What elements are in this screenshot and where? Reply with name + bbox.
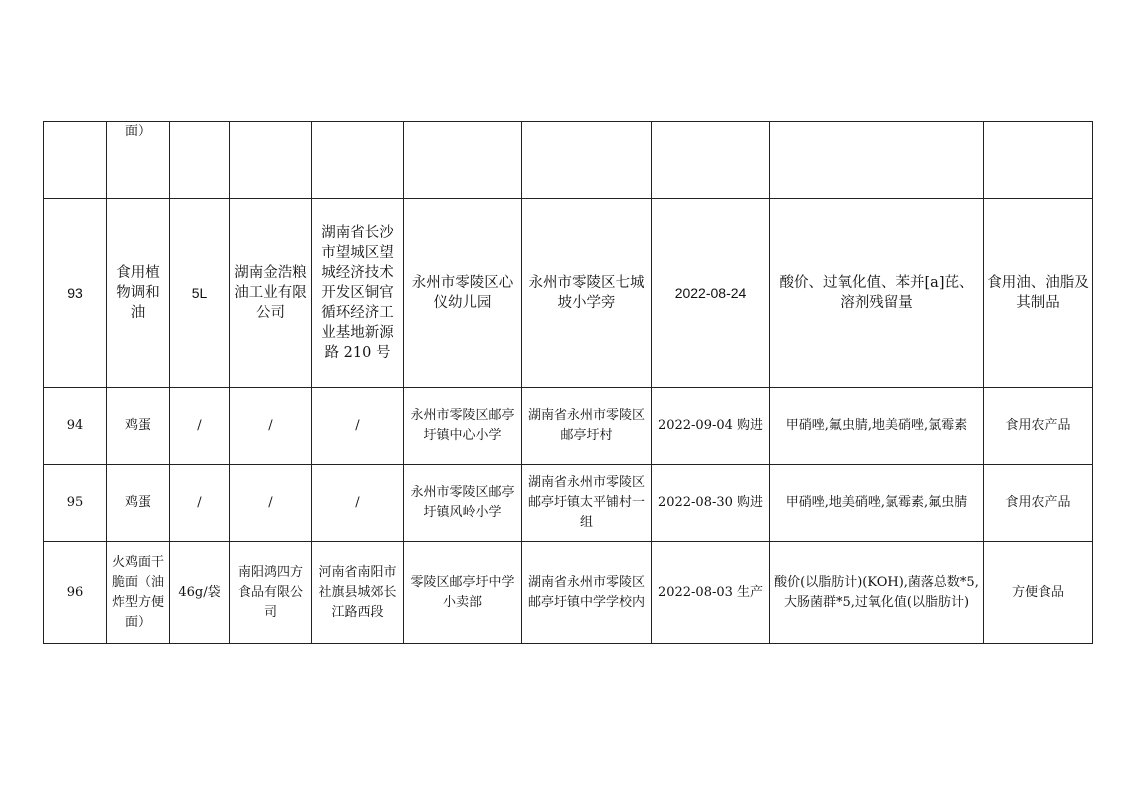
table-row [44, 542, 1093, 644]
spec: / [170, 388, 230, 465]
date: 2022-08-03 生产 [652, 542, 770, 644]
table-row [44, 199, 1093, 388]
row-number: 94 [44, 388, 107, 465]
category: 食用油、油脂及其制品 [984, 199, 1093, 388]
date: 2022-09-04 购进 [652, 388, 770, 465]
row-number [44, 122, 107, 199]
date: 2022-08-24 [652, 199, 770, 388]
manufacturer: / [230, 465, 312, 542]
sampled-address: 永州市零陵区七城坡小学旁 [522, 199, 652, 388]
test-items: 酸价(以脂肪计)(KOH),菌落总数*5,大肠菌群*5,过氧化值(以脂肪计) [770, 542, 984, 644]
sampled-unit [404, 122, 522, 199]
sampling-results-table [43, 121, 1093, 644]
product-name: 鸡蛋 [107, 388, 170, 465]
manufacturer: 湖南金浩粮油工业有限公司 [230, 199, 312, 388]
row-number: 93 [44, 199, 107, 388]
manufacturer-address: 河南省南阳市社旗县城郊长江路西段 [312, 542, 404, 644]
spec: 46g/袋 [170, 542, 230, 644]
spec: 5L [170, 199, 230, 388]
product-name: 食用植物调和油 [107, 199, 170, 388]
sampled-address: 湖南省永州市零陵区邮亭圩镇中学学校内 [522, 542, 652, 644]
product-name: 鸡蛋 [107, 465, 170, 542]
manufacturer: / [230, 388, 312, 465]
row-number: 95 [44, 465, 107, 542]
manufacturer-address: / [312, 465, 404, 542]
table-row [44, 388, 1093, 465]
date [652, 122, 770, 199]
test-items: 甲硝唑,地美硝唑,氯霉素,氟虫腈 [770, 465, 984, 542]
manufacturer-address [312, 122, 404, 199]
spec [170, 122, 230, 199]
sampled-address: 湖南省永州市零陵区邮亭圩镇太平铺村一组 [522, 465, 652, 542]
category: 食用农产品 [984, 388, 1093, 465]
sampled-unit: 永州市零陵区邮亭圩镇中心小学 [404, 388, 522, 465]
sampled-address: 湖南省永州市零陵区邮亭圩村 [522, 388, 652, 465]
test-items: 甲硝唑,氟虫腈,地美硝唑,氯霉素 [770, 388, 984, 465]
sampled-unit: 永州市零陵区心仪幼儿园 [404, 199, 522, 388]
table-row [44, 465, 1093, 542]
category [984, 122, 1093, 199]
manufacturer-address: 湖南省长沙市望城区望城经济技术开发区铜官循环经济工业基地新源路 210 号 [312, 199, 404, 388]
manufacturer [230, 122, 312, 199]
date: 2022-08-30 购进 [652, 465, 770, 542]
category: 食用农产品 [984, 465, 1093, 542]
product-name: 面） [107, 122, 170, 199]
row-number: 96 [44, 542, 107, 644]
product-name: 火鸡面干脆面（油炸型方便面） [107, 542, 170, 644]
spec: / [170, 465, 230, 542]
category: 方便食品 [984, 542, 1093, 644]
manufacturer: 南阳鸿四方食品有限公司 [230, 542, 312, 644]
sampled-unit: 零陵区邮亭圩中学小卖部 [404, 542, 522, 644]
table-row [44, 122, 1093, 199]
test-items: 酸价、过氧化值、苯并[a]芘、溶剂残留量 [770, 199, 984, 388]
sampled-address [522, 122, 652, 199]
sampled-unit: 永州市零陵区邮亭圩镇风岭小学 [404, 465, 522, 542]
test-items [770, 122, 984, 199]
manufacturer-address: / [312, 388, 404, 465]
